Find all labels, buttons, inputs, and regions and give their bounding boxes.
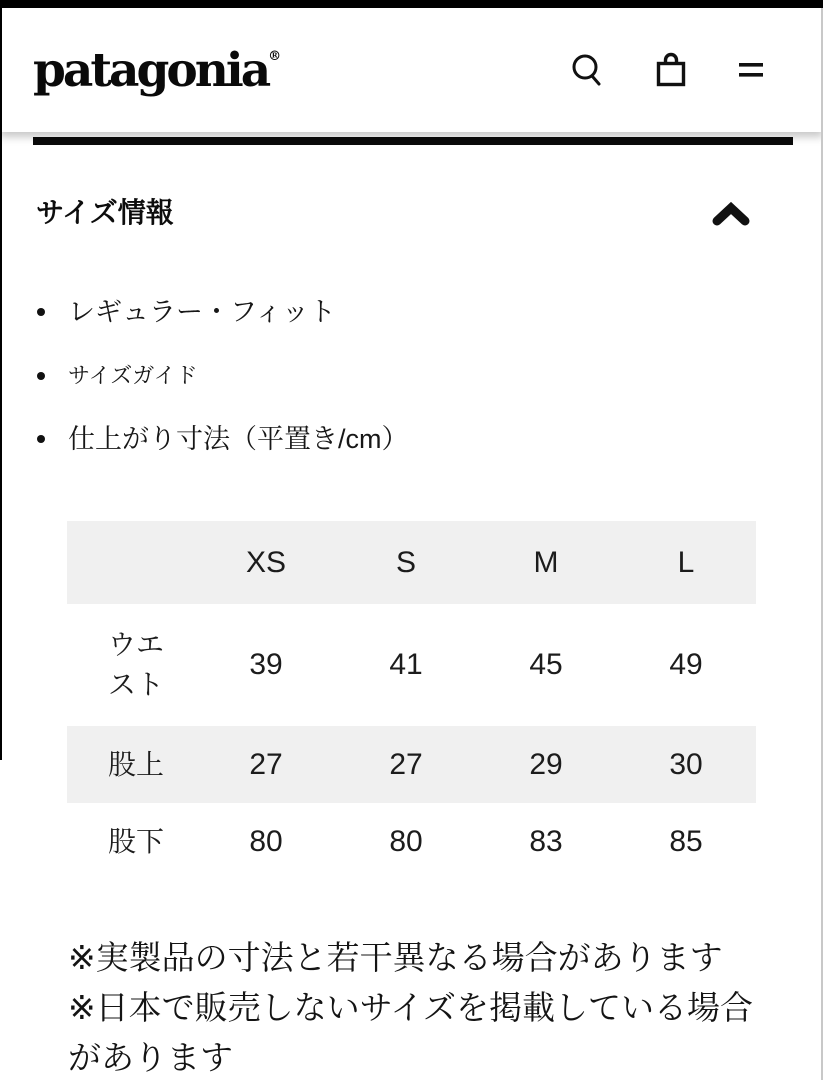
rise-xs: 27 (196, 726, 336, 803)
finished-dimensions-bullet: 仕上がり寸法（平置き/cm） (37, 423, 823, 455)
fit-bullet: レギュラー・フィット (37, 296, 823, 328)
size-table-header-row (67, 521, 756, 604)
brand-wordmark: patagonia (33, 42, 269, 98)
menu-icon[interactable] (739, 61, 763, 79)
site-header (0, 0, 823, 132)
registered-trademark: ® (268, 48, 282, 64)
waist-m: 45 (476, 604, 616, 726)
row-label-waist: ウエスト (67, 604, 196, 726)
section-divider-bar (33, 137, 793, 145)
screen-top-edge (0, 0, 823, 8)
inseam-l: 85 (616, 803, 756, 881)
inseam-s: 80 (336, 803, 476, 881)
search-icon[interactable] (571, 53, 603, 87)
inseam-m: 83 (476, 803, 616, 881)
table-row-inseam (67, 803, 756, 881)
rise-s: 27 (336, 726, 476, 803)
rise-l: 30 (616, 726, 756, 803)
inseam-xs: 80 (196, 803, 336, 881)
size-col-m: M (476, 521, 616, 604)
size-guide-link[interactable]: サイズガイド (37, 363, 823, 389)
size-info-bullet-list (0, 296, 823, 455)
footnote-2: ※日本で販売しないサイズを掲載している場合があります (68, 989, 754, 1077)
size-info-accordion-header[interactable] (0, 175, 823, 252)
waist-xs: 39 (196, 604, 336, 726)
footnote-1: ※実製品の寸法と若干異なる場合があります (68, 939, 723, 977)
header-icons (571, 52, 763, 88)
size-col-empty (67, 521, 196, 604)
size-info-title: サイズ情報 (36, 197, 174, 229)
size-col-l: L (616, 521, 756, 604)
screen-left-edge (0, 0, 2, 760)
size-col-s: S (336, 521, 476, 604)
waist-l: 49 (616, 604, 756, 726)
size-chart-table (67, 521, 756, 881)
size-footnotes (68, 933, 756, 1080)
rise-m: 29 (476, 726, 616, 803)
table-row-waist (67, 604, 756, 726)
row-label-inseam: 股下 (67, 803, 196, 881)
table-row-rise (67, 726, 756, 803)
size-col-xs: XS (196, 521, 336, 604)
shopping-bag-icon[interactable] (655, 52, 687, 88)
chevron-up-icon[interactable] (712, 201, 750, 227)
waist-s: 41 (336, 604, 476, 726)
row-label-rise: 股上 (67, 726, 196, 803)
patagonia-logo[interactable] (33, 42, 282, 98)
